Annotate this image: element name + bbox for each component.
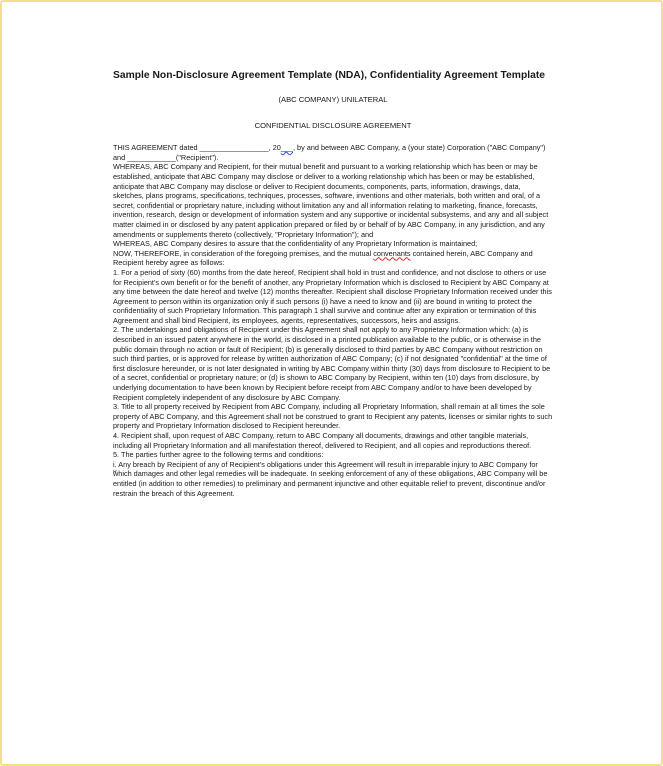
clause-5-i-text: Any breach by Recipient of any of Recipient's obligations under this Agreement will result in irreparable injury to ABC Company for which damages and other legal remedies will be inadequate. In seeking enforcement of any of these obligations, ABC Company will be entitled (in addition to other remedies) to preliminary and permanent injunctive and other equitable relief to prevent, discontinue and/or restrain the breach of this Agreement.: [113, 459, 548, 498]
now-text-a: NOW, THEREFORE, in consideration of the foregoing premises, and the mutual: [113, 248, 374, 258]
intro-paragraph: [113, 143, 553, 162]
date-blank: ___: [280, 143, 293, 153]
misspelled-word: convenants: [373, 248, 411, 258]
clause-1: 1. For a period of sixty (60) months from the date hereof, Recipient shall hold in trust and confidence, and not disclose to others or use for Recipient's own benefit or for the benefit of another, any Proprietary Information which is disclosed to Recipient by ABC Company at any time between the date hereof and twelve (12) months thereafter. Recipient shall disclose Proprietary Information received under this Agreement to person within its organization only if such persons (i) have a need to know and (ii) are bound in writing to protect the confidentiality of such Proprietary Information. This paragraph 1 shall survive and continue after any expiration or termination of this Agreement and shall bind Recipient, its employees, agents, representatives, successors, heirs and assigns.: [113, 267, 552, 325]
intro-text-b: , by and between ABC Company, a (your state) Corporation ("ABC Company") and ____________("Recipient").: [113, 143, 546, 162]
intro-text-a: THIS AGREEMENT dated _________________, 20: [113, 143, 281, 153]
now-text-b: contained herein, ABC Company and Recipient hereby agree as follows:: [113, 248, 533, 268]
whereas-paragraph-1: WHEREAS, ABC Company and Recipient, for their mutual benefit and pursuant to a working relationship which has been or may be established, anticipate that ABC Company may disclose or deliver to a working relationship which has been or may be established, anticipate that ABC Company may disclose or deliver to Recipient documents, components, parts, information, drawings, data, sketches, plans programs, specifications, techniques, processes, software, inventions and other materials, both written and oral, of a secret, confidential or proprietary nature, including without limitation any and all information relating to marketing, finance, forecasts, invention, research, design or development of information system and any supportive or incidental subsystems, and any and all subject matter claimed in or disclosed by any patent application prepared or filed by or behalf of by ABC Company, in any jurisdiction, and any amendments or supplements thereto (collectively, "Proprietary Information"); and: [113, 162, 549, 239]
clause-5: 5. The parties further agree to the following terms and conditions:: [113, 450, 324, 460]
heading-agreement: CONFIDENTIAL DISCLOSURE AGREEMENT: [254, 120, 412, 130]
document-page: [113, 70, 553, 498]
clause-3: 3. Title to all property received by Recipient from ABC Company, including all Proprietary Information, shall remain at all times the sole property of ABC Company, and this Agreement shall not be construed to grant to Recipient any patents, licenses or similar rights to such property and Proprietary Information disclosed to Recipient hereunder.: [113, 402, 553, 431]
watermark-logo: [33, 713, 203, 725]
document-title: Sample Non-Disclosure Agreement Template (NDA), Confidentiality Agreement Template: [113, 70, 545, 81]
clause-5-i-number: i.: [113, 459, 117, 469]
clause-4: 4. Recipient shall, upon request of ABC Company, return to ABC Company all documents, drawings and other tangible materials, including all Proprietary Information and all manifestation thereof, delivered to Recipient, and all copies and reproductions thereof.: [113, 431, 532, 450]
now-therefore-paragraph: [113, 249, 553, 268]
heading-unilateral: (ABC COMPANY) UNILATERAL: [278, 95, 388, 104]
clause-5-i: [113, 460, 553, 498]
clause-2: 2. The undertakings and obligations of Recipient under this Agreement shall not apply to any Proprietary Information which: (a) is described in an issued patent anywhere in the world, is disclosed in a printed publication available to the public, or is otherwise in the public domain through no action or fault of Recipient; (b) is generally disclosed to third parties by ABC Company without restriction on such third parties, or is approved for release by written authorization of ABC Company; (c) if not designated "confidential" at the time of first disclosure hereunder, or is not later designated in writing by ABC Company within thirty (30) days from disclosure to Recipient to be of a secret, confidential or proprietary nature; or (d) is shown to ABC Company by Recipient, within ten (10) days from disclosure, by underlying documentation to have been known by Recipient before receipt from ABC Company and/or to have been developed by Recipient completely independent of any disclosure by ABC Company.: [113, 325, 551, 402]
whereas-paragraph-2: WHEREAS, ABC Company desires to assure that the confidentiality of any Proprietary Information is maintained;: [113, 239, 478, 249]
